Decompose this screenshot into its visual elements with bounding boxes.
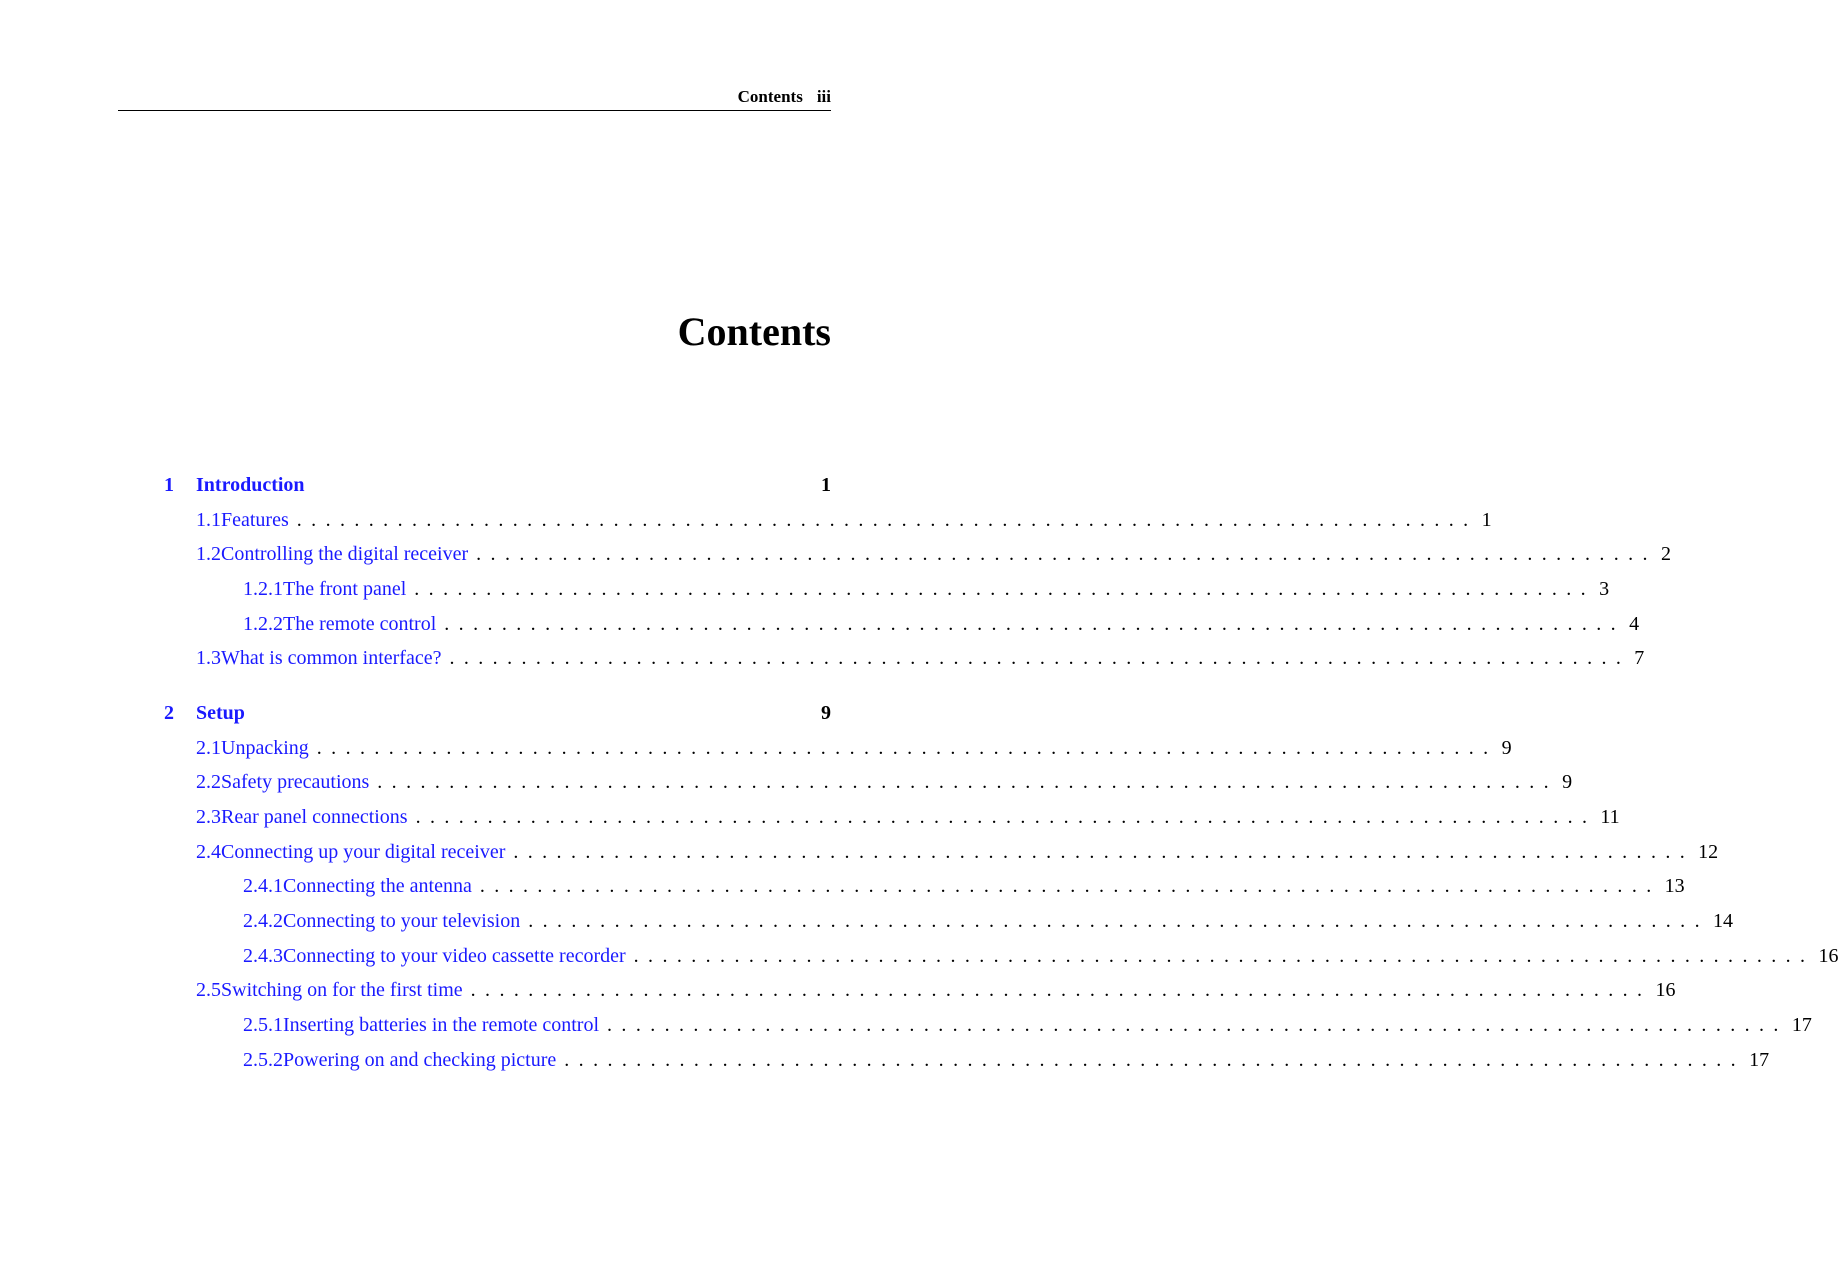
dot-leader: ..................................................................................: [377, 771, 1559, 794]
toc-entry-title[interactable]: Rear panel connections: [221, 806, 408, 829]
toc-entry-number[interactable]: 2.2: [196, 771, 221, 794]
toc-entry-page: 9: [821, 701, 831, 724]
toc-subsection-antenna[interactable]: [164, 870, 1685, 905]
dot-leader: ..................................................................................: [564, 1048, 1746, 1071]
toc-entry-number[interactable]: 2.1: [196, 736, 221, 759]
toc-entry-title[interactable]: Unpacking: [221, 736, 309, 759]
toc-entry-title[interactable]: Powering on and checking picture: [283, 1048, 557, 1071]
toc-entry-page: 14: [1713, 910, 1733, 933]
toc-chapter-introduction[interactable]: [164, 468, 831, 503]
toc-subsection-vcr[interactable]: [164, 939, 1838, 974]
toc-section-rear-panel[interactable]: [164, 800, 1620, 835]
toc-entry-title[interactable]: The front panel: [283, 577, 407, 600]
toc-chapter-setup[interactable]: [164, 696, 831, 731]
toc-section-controlling[interactable]: [164, 537, 1671, 572]
dot-leader: ..................................................................................: [444, 612, 1626, 635]
toc-entry-number[interactable]: 2.4.1: [243, 875, 283, 898]
dot-leader: ..................................................................................: [316, 736, 1498, 759]
dot-leader: ..................................................................................: [479, 875, 1661, 898]
toc-entry-page: 17: [1749, 1048, 1770, 1071]
toc-subsection-powering-on[interactable]: [164, 1043, 1770, 1078]
dot-leader: ..................................................................................: [607, 1014, 1788, 1037]
toc-subsection-remote-control[interactable]: [164, 607, 1640, 642]
toc-entry-number[interactable]: 2.4.2: [243, 910, 283, 933]
toc-section-connecting-up[interactable]: [164, 835, 1719, 870]
toc-subsection-front-panel[interactable]: [164, 572, 1610, 607]
toc-entry-page: 4: [1629, 612, 1640, 635]
dot-leader: ..................................................................................: [415, 806, 1597, 829]
toc-section-switching-on[interactable]: [164, 974, 1676, 1009]
toc-entry-title[interactable]: Connecting the antenna: [283, 875, 472, 898]
toc-entry-title[interactable]: Inserting batteries in the remote control: [283, 1014, 600, 1037]
toc-section-common-interface[interactable]: [164, 641, 1645, 676]
toc-entry-page: 16: [1818, 944, 1838, 967]
toc-subsection-batteries[interactable]: [164, 1008, 1812, 1043]
toc-section-safety[interactable]: [164, 766, 1573, 801]
toc-entry-title[interactable]: Safety precautions: [221, 771, 370, 794]
toc-entry-number[interactable]: 1.2: [196, 543, 221, 566]
toc-entry-title[interactable]: Setup: [196, 701, 245, 724]
toc-entry-number[interactable]: 1.2.2: [243, 612, 283, 635]
dot-leader: ..................................................................................: [449, 647, 1631, 670]
dot-leader: ..................................................................................: [476, 543, 1657, 566]
toc-entry-page: 16: [1655, 979, 1676, 1002]
toc-entry-title[interactable]: Switching on for the first time: [221, 979, 463, 1002]
toc-entry-number[interactable]: 2.4.3: [243, 944, 283, 967]
toc-section-features[interactable]: [164, 503, 1492, 538]
toc-entry-page: 3: [1599, 577, 1610, 600]
toc-entry-page: 2: [1660, 543, 1671, 566]
toc-entry-page: 7: [1634, 647, 1645, 670]
running-header: [118, 86, 831, 111]
toc-section-unpacking[interactable]: [164, 731, 1512, 766]
dot-leader: ..................................................................................: [470, 979, 1652, 1002]
toc-entry-page: 1: [821, 473, 831, 496]
dot-leader: ..................................................................................: [528, 910, 1709, 933]
toc-entry-title[interactable]: The remote control: [283, 612, 437, 635]
toc-entry-title[interactable]: Features: [221, 508, 289, 531]
toc-entry-page: 11: [1600, 806, 1620, 829]
dot-leader: ..................................................................................: [633, 944, 1815, 967]
toc-entry-page: 13: [1664, 875, 1685, 898]
toc-entry-page: 1: [1481, 508, 1492, 531]
page-title: Contents: [677, 309, 831, 354]
dot-leader: ..................................................................................: [296, 508, 1478, 531]
toc-entry-page: 9: [1562, 771, 1573, 794]
dot-leader: ..................................................................................: [513, 840, 1695, 863]
toc-entry-title[interactable]: Connecting up your digital receiver: [221, 840, 506, 863]
toc-entry-page: 12: [1698, 840, 1719, 863]
toc-entry-number[interactable]: 1.3: [196, 647, 221, 670]
toc-entry-title[interactable]: Introduction: [196, 473, 305, 496]
toc-entry-title[interactable]: What is common interface?: [221, 647, 442, 670]
header-page-number: iii: [816, 87, 831, 106]
toc-entry-number[interactable]: 2.5.2: [243, 1048, 283, 1071]
toc-entry-number[interactable]: 2.5: [196, 979, 221, 1002]
toc-entry-number[interactable]: 2.5.1: [243, 1014, 283, 1037]
toc-entry-number[interactable]: 1: [164, 473, 174, 496]
toc-entry-page: 9: [1501, 736, 1512, 759]
toc-entry-number[interactable]: 1.1: [196, 508, 221, 531]
toc-entry-page: 17: [1791, 1014, 1812, 1037]
toc-entry-number[interactable]: 1.2.1: [243, 577, 283, 600]
dot-leader: ..................................................................................: [414, 577, 1596, 600]
toc-subsection-television[interactable]: [164, 904, 1733, 939]
toc-entry-title[interactable]: Connecting to your television: [283, 910, 521, 933]
toc-entry-title[interactable]: Connecting to your video cassette recorder: [283, 944, 626, 967]
toc-entry-number[interactable]: 2: [164, 701, 174, 724]
toc-entry-number[interactable]: 2.3: [196, 806, 221, 829]
table-of-contents: [164, 468, 1838, 1078]
toc-entry-number[interactable]: 2.4: [196, 840, 221, 863]
toc-entry-title[interactable]: Controlling the digital receiver: [221, 543, 469, 566]
running-title: Contents: [737, 87, 803, 106]
